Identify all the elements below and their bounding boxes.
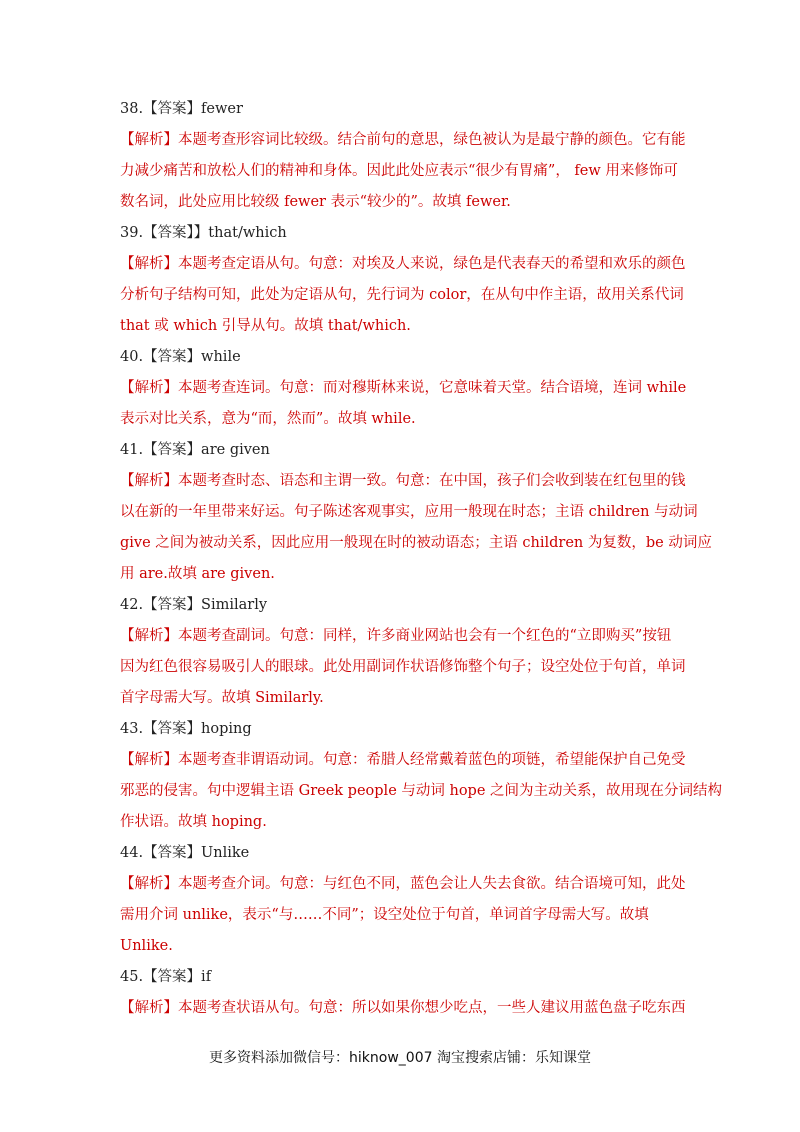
analysis-line: 【解析】本题考查副词。句意：同样，许多商业网站也会有一个红色的“立即购买”按钮	[120, 628, 672, 644]
analysis-line: 【解析】本题考查状语从句。句意：所以如果你想少吃点，一些人建议用蓝色盘子吃东西	[120, 1000, 686, 1016]
analysis-line: 数名词，此处应用比较级 fewer 表示“较少的”。故填 fewer.	[120, 194, 511, 210]
answer-line: 42.【答案】Similarly	[120, 597, 268, 613]
analysis-line: 因为红色很容易吸引人的眼球。此处用副词作状语修饰整个句子；设空处位于句首，单词	[120, 659, 686, 675]
item-39	[120, 218, 686, 342]
item-43	[120, 714, 723, 838]
analysis-line: Unlike.	[120, 938, 173, 954]
analysis-line: 作状语。故填 hoping.	[120, 814, 267, 830]
answer-line: 39.【答案】】that/which	[120, 225, 287, 241]
answer-key-content	[120, 94, 723, 1024]
item-42	[120, 590, 686, 714]
analysis-line: 邪恶的侵害。句中逻辑主语 Greek people 与动词 hope 之间为主动关系，故用现在分词结构	[120, 783, 723, 799]
answer-line: 38.【答案】fewer	[120, 101, 243, 117]
answer-line: 41.【答案】are given	[120, 442, 270, 458]
analysis-line: 【解析】本题考查时态、语态和主谓一致。句意：在中国，孩子们会收到装在红包里的钱	[120, 473, 686, 489]
analysis-line: 【解析】本题考查连词。句意：而对穆斯林来说，它意味着天堂。结合语境，连词 while	[120, 380, 687, 396]
analysis-line: 【解析】本题考查定语从句。句意：对埃及人来说，绿色是代表春天的希望和欢乐的颜色	[120, 256, 686, 272]
analysis-line: that 或 which 引导从句。故填 that/which.	[120, 318, 411, 334]
analysis-line: 需用介词 unlike，表示“与……不同”；设空处位于句首，单词首字母需大写。故填	[120, 907, 649, 923]
item-41	[120, 435, 712, 590]
analysis-line: 以在新的一年里带来好运。句子陈述客观事实，应用一般现在时态；主语 children 与动词	[120, 504, 698, 520]
analysis-line: 分析句子结构可知，此处为定语从句，先行词为 color，在从句中作主语，故用关系代词	[120, 287, 684, 303]
item-45	[120, 962, 686, 1024]
item-38	[120, 94, 686, 218]
analysis-line: 首字母需大写。故填 Similarly.	[120, 690, 324, 706]
answer-line: 43.【答案】hoping	[120, 721, 252, 737]
analysis-line: 【解析】本题考查介词。句意：与红色不同，蓝色会让人失去食欲。结合语境可知，此处	[120, 876, 686, 892]
item-40	[120, 342, 687, 435]
page-footer: 更多资料添加微信号：hiknow_007 淘宝搜索店铺：乐知课堂	[209, 1050, 591, 1066]
answer-line: 40.【答案】while	[120, 349, 241, 365]
analysis-line: 【解析】本题考查形容词比较级。结合前句的意思，绿色被认为是最宁静的颜色。它有能	[120, 132, 686, 148]
analysis-line: 表示对比关系，意为“而，然而”。故填 while.	[120, 411, 416, 427]
analysis-line: 【解析】本题考查非谓语动词。句意：希腊人经常戴着蓝色的项链，希望能保护自己免受	[120, 752, 686, 768]
analysis-line: give 之间为被动关系，因此应用一般现在时的被动语态；主语 children 为复数，be 动词应	[120, 535, 712, 551]
answer-line: 44.【答案】Unlike	[120, 845, 250, 861]
answer-line: 45.【答案】if	[120, 969, 212, 985]
analysis-line: 用 are.故填 are given.	[120, 566, 275, 582]
analysis-line: 力减少痛苦和放松人们的精神和身体。因此此处应表示“很少有胃痛”， few 用来修饰可	[120, 163, 678, 179]
item-44	[120, 838, 686, 962]
